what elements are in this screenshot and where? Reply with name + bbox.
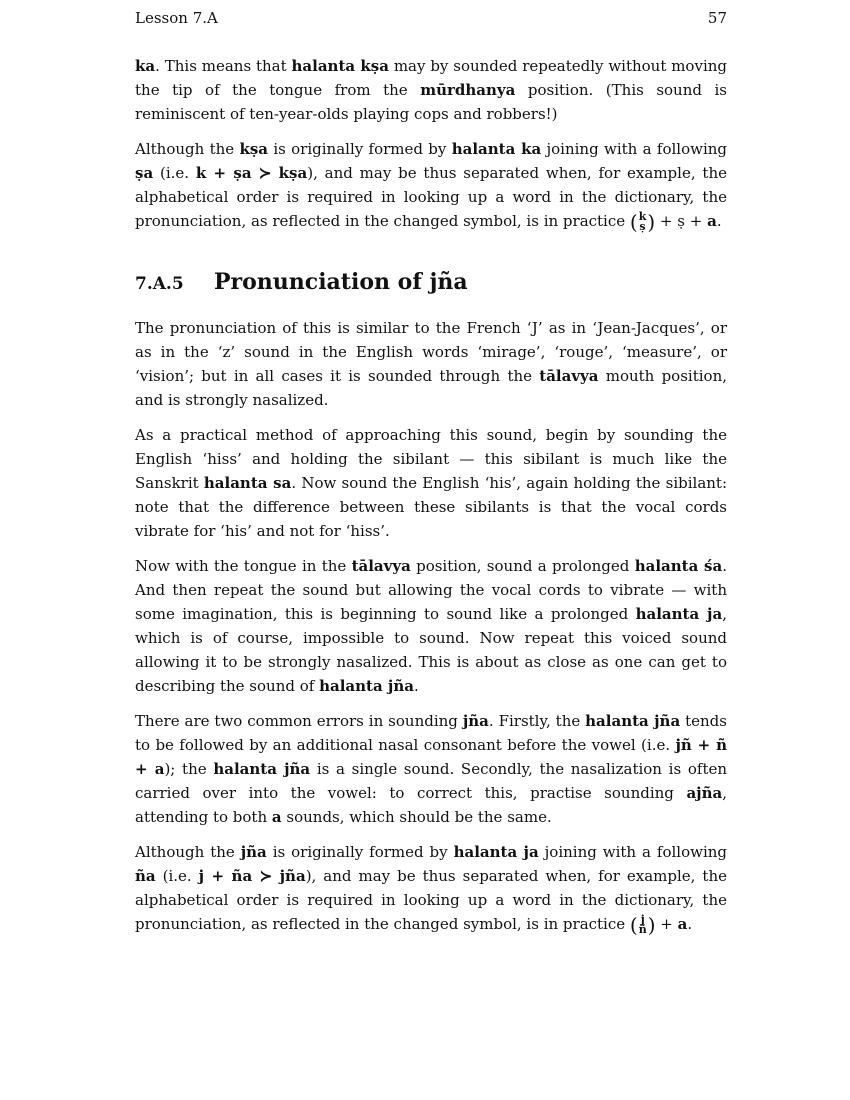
term: a <box>271 808 282 826</box>
term: mūrdhanya <box>420 81 516 99</box>
text-run: position. (This sound is reminiscent of ten-year-olds playing cops and robbers!) <box>135 81 727 123</box>
paren-open: ( <box>629 210 638 234</box>
text-run: position, sound a prolonged <box>410 557 635 575</box>
text-run: is originally formed by <box>268 140 452 158</box>
paragraph-2 <box>135 137 727 234</box>
paragraph-6 <box>135 709 727 829</box>
formula: jñ + ñ + a <box>135 736 727 778</box>
term: a <box>707 212 717 230</box>
text-run: tends to be followed by an additional nasal consonant before the vowel (i.e. <box>135 712 727 754</box>
paragraph-7 <box>135 840 727 937</box>
paragraph-3 <box>135 316 727 412</box>
text-run: . <box>716 212 722 230</box>
text-run: ); the <box>164 760 214 778</box>
text-run: . And then repeat the sound but allowing the vocal cords to vibrate — with some imagination, this is beginning to sound like a prolonged <box>135 557 727 623</box>
stack-bottom: ñ <box>638 923 647 936</box>
text-run: mouth position, and is strongly nasalized. <box>135 367 727 409</box>
running-header <box>135 6 727 26</box>
term: a <box>677 915 688 933</box>
formula: k + ṣa ≻ kṣa <box>195 164 308 182</box>
text-run: ), and may be thus separated when, for example, the alphabetical order is required in looking up a word in the dictionary, the pronunciation, as reflected in the changed symbol, is in practice <box>135 164 727 230</box>
text-run: + <box>655 915 678 933</box>
text-run: There are two common errors in sounding <box>135 712 463 730</box>
term: tālavya <box>351 557 411 575</box>
text-run: ), and may be thus separated when, for example, the alphabetical order is required in looking up a word in the dictionary, the pronunciation, as reflected in the changed symbol, is in practice <box>135 867 727 933</box>
term: jña <box>462 712 489 730</box>
text-run: Now with the tongue in the <box>135 557 352 575</box>
term: tālavya <box>539 367 599 385</box>
term: halanta śa <box>634 557 723 575</box>
stack-top: j <box>640 913 645 926</box>
running-title: Lesson 7.A <box>135 9 218 27</box>
text-run: . Now sound the English ‘his’, again holding the sibilant: note that the difference between these sibilants is that the vocal cords vibrate for ‘his’ and not for ‘hiss’. <box>135 474 728 540</box>
page-body <box>135 54 727 948</box>
section-number: 7.A.5 <box>135 274 184 294</box>
term: halanta ja <box>453 843 539 861</box>
conjunct-stack <box>639 212 647 232</box>
text-run: + ṣ + <box>655 212 708 230</box>
term: ajña <box>686 784 723 802</box>
text-run: The pronunciation of this is similar to the French ‘J’ as in ‘Jean-Jacques’, or as in the ‘z’ sound in the English words ‘mirage’, ‘rouge’, ‘measure’, or ‘vision’; but in all cases it is sounded through the <box>135 319 727 385</box>
paren-close: ) <box>647 210 656 234</box>
term: halanta ja <box>635 605 723 623</box>
paragraph-1 <box>135 54 727 126</box>
stack-bottom: ṣ <box>639 220 646 233</box>
text-run: . Firstly, the <box>488 712 586 730</box>
text-run: joining with a following <box>538 843 728 861</box>
term: ka <box>135 57 156 75</box>
term: halanta jña <box>319 677 414 695</box>
term: halanta sa <box>203 474 292 492</box>
text-run: joining with a following <box>541 140 728 158</box>
text-run: . <box>687 915 693 933</box>
term: halanta jña <box>585 712 681 730</box>
text-run: Although the <box>135 140 240 158</box>
text-run: , attending to both <box>135 784 727 826</box>
term: halanta kṣa <box>291 57 389 75</box>
paragraph-4 <box>135 423 727 543</box>
term: halanta ka <box>451 140 542 158</box>
paren-open: ( <box>629 913 638 937</box>
paragraph-5 <box>135 554 727 698</box>
term: ña <box>135 867 156 885</box>
paren-close: ) <box>647 913 656 937</box>
section-title: Pronunciation of jña <box>214 269 468 295</box>
text-run: is originally formed by <box>266 843 454 861</box>
text-run: . <box>413 677 419 695</box>
stack-top: k <box>638 210 647 223</box>
text-run: . This means that <box>155 57 292 75</box>
text-run: , which is of course, impossible to sound. Now repeat this voiced sound allowing it to be strongly nasalized. This is about as close as one can get to describing the sound of <box>135 605 727 695</box>
term: ṣa <box>135 164 154 182</box>
term: halanta jña <box>213 760 311 778</box>
text-run: Although the <box>135 843 241 861</box>
term: jña <box>240 843 267 861</box>
page-number: 57 <box>707 9 727 27</box>
text-run: may by sounded repeatedly without moving the tip of the tongue from the <box>135 57 727 99</box>
text-run: As a practical method of approaching this sound, begin by sounding the English ‘hiss’ and holding the sibilant — this sibilant is much like the Sanskrit <box>135 426 727 492</box>
conjunct-stack <box>639 915 647 935</box>
text-run: (i.e. <box>155 867 199 885</box>
formula: j + ña ≻ jña <box>198 867 306 885</box>
text-run: (i.e. <box>153 164 196 182</box>
term: kṣa <box>239 140 269 158</box>
text-run: is a single sound. Secondly, the nasalization is often carried over into the vowel: to correct this, practise sounding <box>135 760 728 802</box>
text-run: sounds, which should be the same. <box>281 808 552 826</box>
section-heading <box>135 268 727 298</box>
